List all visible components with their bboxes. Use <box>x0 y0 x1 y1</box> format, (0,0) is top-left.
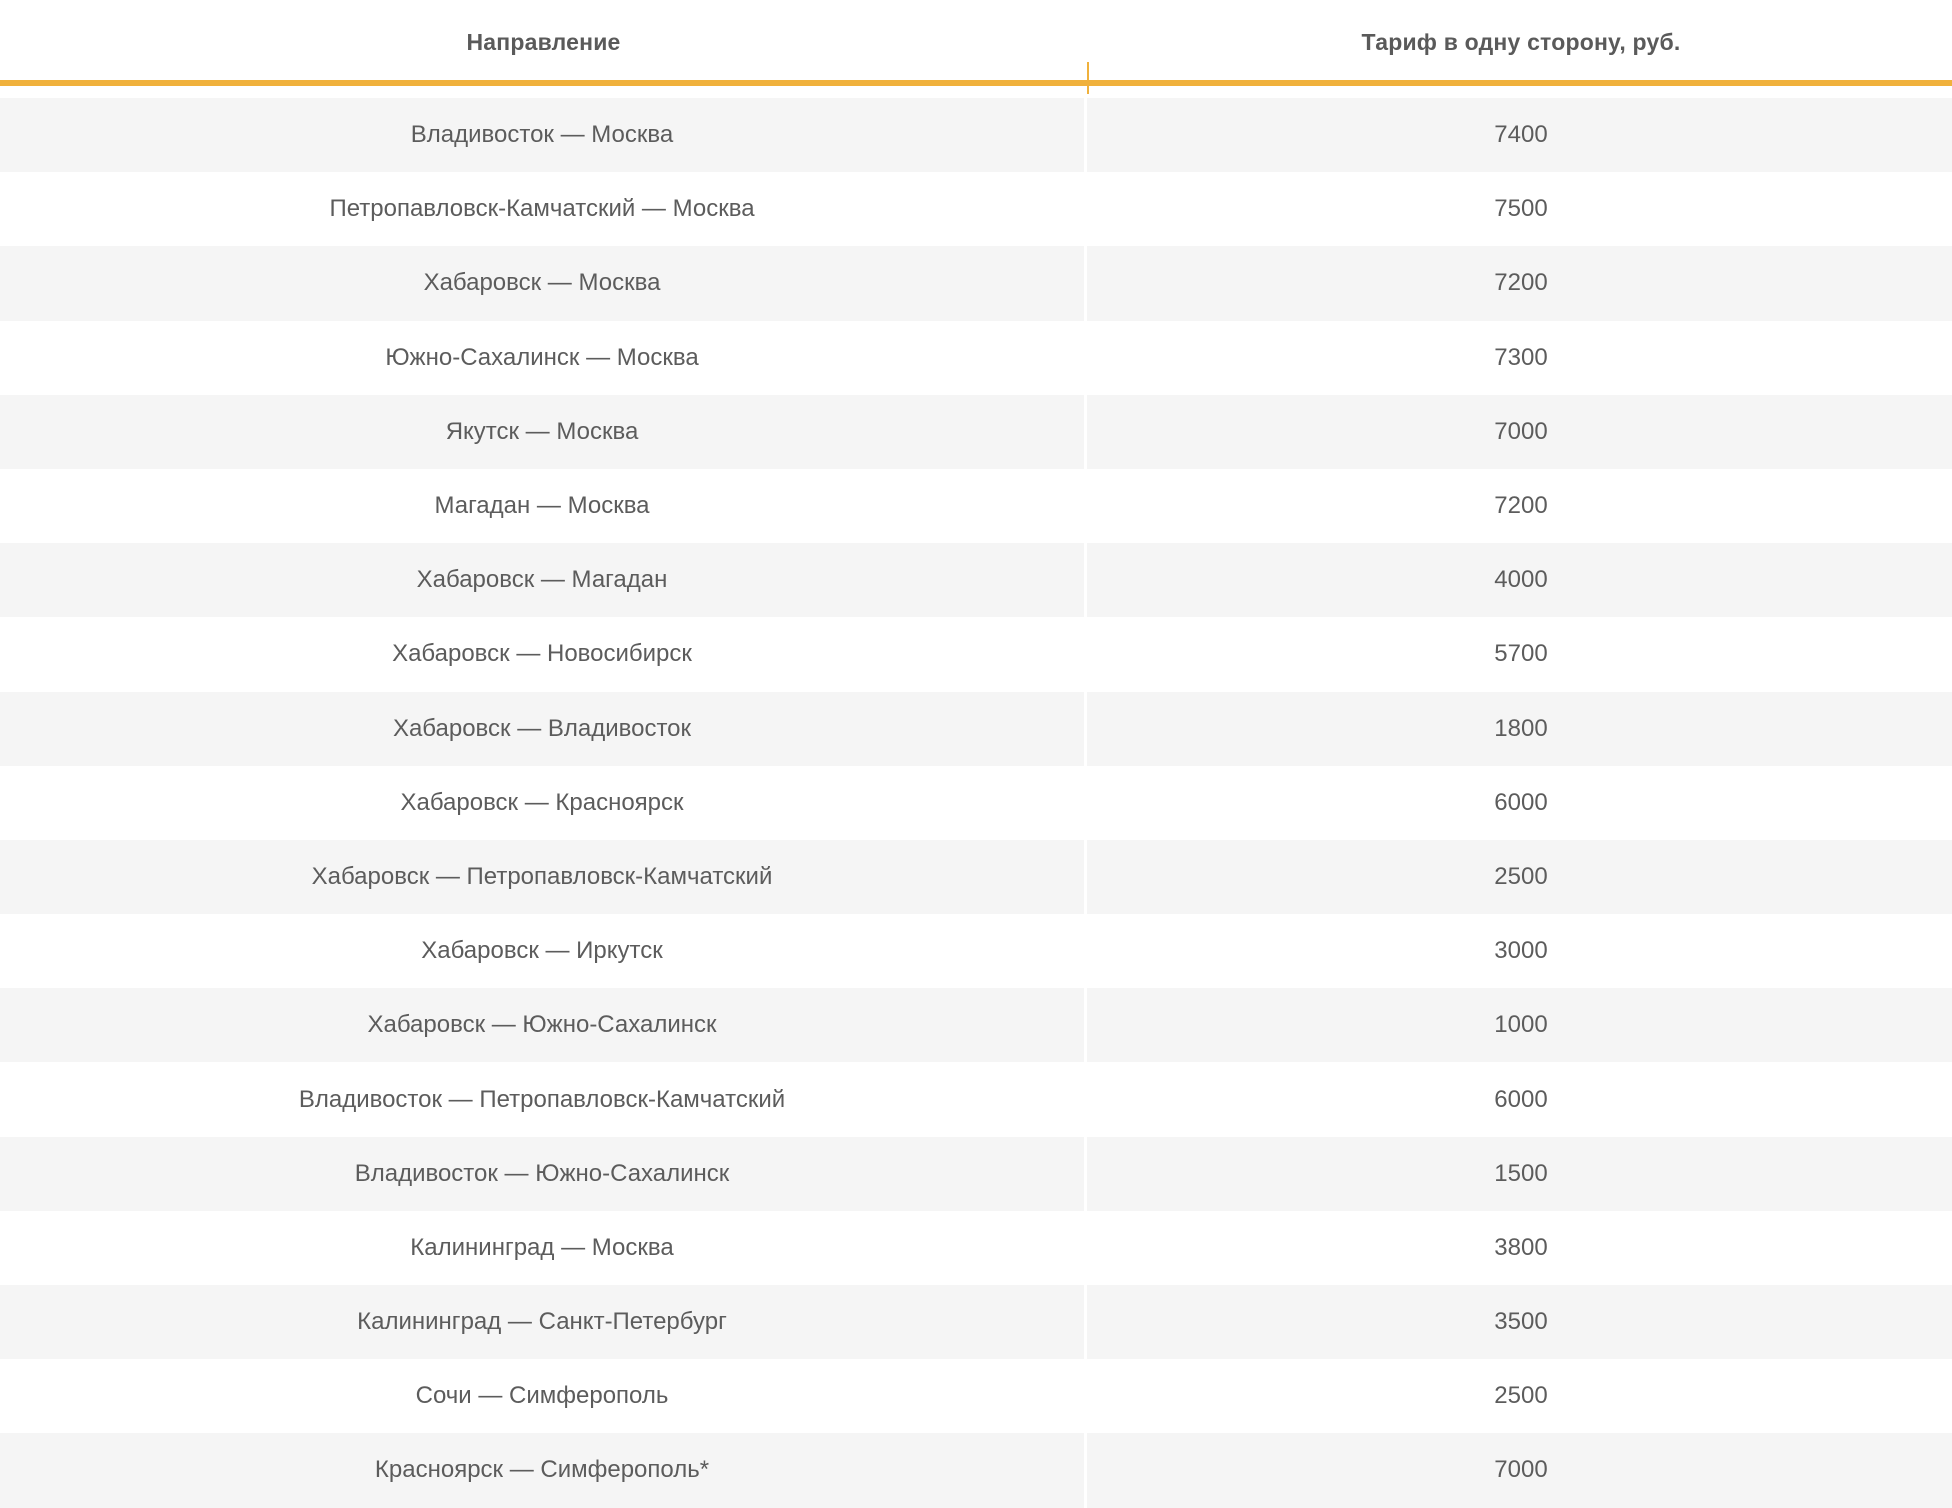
table-row <box>0 1433 1952 1507</box>
table-row <box>0 172 1952 246</box>
fare-cell: 7300 <box>1494 343 1548 371</box>
table-row <box>0 395 1952 469</box>
table-row <box>0 617 1952 691</box>
fare-cell: 7200 <box>1494 492 1548 520</box>
table-row <box>0 1285 1952 1359</box>
table-body <box>0 98 1952 1508</box>
table-row <box>0 98 1952 172</box>
route-cell: Красноярск — Симферополь* <box>0 1433 1087 1507</box>
fare-cell: 5700 <box>1494 640 1548 668</box>
header-route: Направление <box>466 28 621 55</box>
route-cell: Южно-Сахалинск — Москва <box>385 343 699 371</box>
fare-cell: 2500 <box>1087 840 1952 914</box>
table-row <box>0 1211 1952 1285</box>
route-cell: Калининград — Москва <box>410 1233 674 1261</box>
route-cell: Хабаровск — Красноярск <box>400 788 684 816</box>
table-row <box>0 914 1952 988</box>
route-cell: Хабаровск — Иркутск <box>421 937 663 965</box>
header-divider <box>1087 62 1089 94</box>
route-cell: Хабаровск — Магадан <box>0 543 1087 617</box>
fare-cell: 7000 <box>1087 1433 1952 1507</box>
table-row <box>0 766 1952 840</box>
fare-cell: 7200 <box>1087 246 1952 320</box>
fare-cell: 3000 <box>1494 937 1548 965</box>
table-row <box>0 988 1952 1062</box>
fare-cell: 3800 <box>1494 1233 1548 1261</box>
table-row <box>0 1137 1952 1211</box>
route-cell: Хабаровск — Новосибирск <box>392 640 692 668</box>
fare-cell: 7500 <box>1494 195 1548 223</box>
header-fare: Тариф в одну сторону, руб. <box>1361 28 1681 55</box>
route-cell: Калининград — Санкт-Петербург <box>0 1285 1087 1359</box>
table-row <box>0 543 1952 617</box>
route-cell: Владивосток — Петропавловск-Камчатский <box>298 1085 786 1113</box>
route-cell: Петропавловск-Камчатский — Москва <box>329 195 755 223</box>
table-row <box>0 321 1952 395</box>
route-cell: Хабаровск — Южно-Сахалинск <box>0 988 1087 1062</box>
route-cell: Хабаровск — Петропавловск-Камчатский <box>0 840 1087 914</box>
fare-cell: 1000 <box>1087 988 1952 1062</box>
fare-cell: 2500 <box>1494 1382 1548 1410</box>
table-row <box>0 840 1952 914</box>
fare-cell: 6000 <box>1494 788 1548 816</box>
route-cell: Хабаровск — Москва <box>0 246 1087 320</box>
fare-cell: 3500 <box>1087 1285 1952 1359</box>
fare-cell: 7400 <box>1087 98 1952 172</box>
fare-cell: 6000 <box>1494 1085 1548 1113</box>
table-row <box>0 1359 1952 1433</box>
fare-cell: 7000 <box>1087 395 1952 469</box>
table-header <box>0 0 1952 88</box>
table-row <box>0 246 1952 320</box>
route-cell: Якутск — Москва <box>0 395 1087 469</box>
fare-cell: 1800 <box>1087 692 1952 766</box>
fare-cell: 1500 <box>1087 1137 1952 1211</box>
route-cell: Сочи — Симферополь <box>415 1382 669 1410</box>
table-row <box>0 469 1952 543</box>
route-cell: Магадан — Москва <box>434 492 650 520</box>
fare-cell: 4000 <box>1087 543 1952 617</box>
route-cell: Хабаровск — Владивосток <box>0 692 1087 766</box>
route-cell: Владивосток — Москва <box>0 98 1087 172</box>
table-row <box>0 1062 1952 1136</box>
table-row <box>0 692 1952 766</box>
route-cell: Владивосток — Южно-Сахалинск <box>0 1137 1087 1211</box>
